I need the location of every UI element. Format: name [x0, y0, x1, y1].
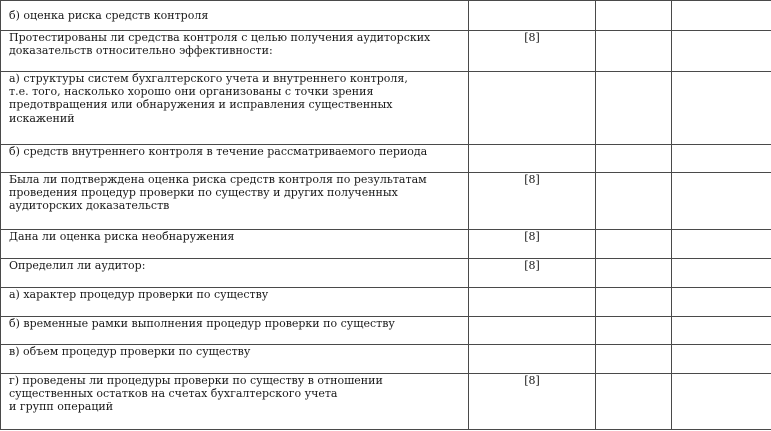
reference-cell: [469, 317, 596, 345]
reference-cell: [469, 345, 596, 374]
question-cell: а) структуры систем бухгалтерского учета и внутреннего контроля, т.е. того, насколько хорошо они организованы с точки зрения предотвращения или обнаружения и исправления существенных искажений: [1, 72, 469, 145]
empty-cell: [596, 374, 672, 430]
empty-cell: [672, 145, 771, 173]
empty-cell: [672, 173, 771, 230]
reference-cell: [8]: [469, 259, 596, 288]
empty-cell: [672, 1, 771, 31]
table-row: [1, 1, 771, 31]
question-cell: б) временные рамки выполнения процедур проверки по существу: [1, 317, 469, 345]
reference-cell: [469, 145, 596, 173]
table-row: [1, 145, 771, 173]
reference-cell: [469, 1, 596, 31]
table-row: [1, 345, 771, 374]
empty-cell: [672, 31, 771, 72]
reference-cell: [8]: [469, 230, 596, 259]
empty-cell: [672, 230, 771, 259]
empty-cell: [672, 345, 771, 374]
empty-cell: [596, 145, 672, 173]
empty-cell: [596, 72, 672, 145]
empty-cell: [596, 288, 672, 317]
empty-cell: [596, 31, 672, 72]
question-cell: б) оценка риска средств контроля: [1, 1, 469, 31]
empty-cell: [672, 259, 771, 288]
question-cell: Дана ли оценка риска необнаружения: [1, 230, 469, 259]
empty-cell: [596, 1, 672, 31]
question-cell: Была ли подтверждена оценка риска средств контроля по результатам проведения процедур проверки по существу и других полученных аудиторских доказательств: [1, 173, 469, 230]
reference-cell: [8]: [469, 374, 596, 430]
table-row: [1, 72, 771, 145]
question-cell: б) средств внутреннего контроля в течение рассматриваемого периода: [1, 145, 469, 173]
reference-cell: [8]: [469, 173, 596, 230]
question-cell: в) объем процедур проверки по существу: [1, 345, 469, 374]
table-row: [1, 374, 771, 430]
table-row: [1, 259, 771, 288]
reference-cell: [8]: [469, 31, 596, 72]
empty-cell: [672, 317, 771, 345]
question-cell: Протестированы ли средства контроля с целью получения аудиторских доказательств относительно эффективности:: [1, 31, 469, 72]
empty-cell: [596, 317, 672, 345]
question-cell: г) проведены ли процедуры проверки по существу в отношении существенных остатков на счетах бухгалтерского учета и групп операций: [1, 374, 469, 430]
table-row: [1, 173, 771, 230]
empty-cell: [596, 345, 672, 374]
question-cell: Определил ли аудитор:: [1, 259, 469, 288]
empty-cell: [596, 259, 672, 288]
empty-cell: [596, 173, 672, 230]
table-row: [1, 230, 771, 259]
reference-cell: [469, 72, 596, 145]
empty-cell: [672, 288, 771, 317]
table-row: [1, 317, 771, 345]
empty-cell: [596, 230, 672, 259]
question-cell: а) характер процедур проверки по существу: [1, 288, 469, 317]
reference-cell: [469, 288, 596, 317]
empty-cell: [672, 374, 771, 430]
table-row: [1, 31, 771, 72]
table-row: [1, 288, 771, 317]
empty-cell: [672, 72, 771, 145]
